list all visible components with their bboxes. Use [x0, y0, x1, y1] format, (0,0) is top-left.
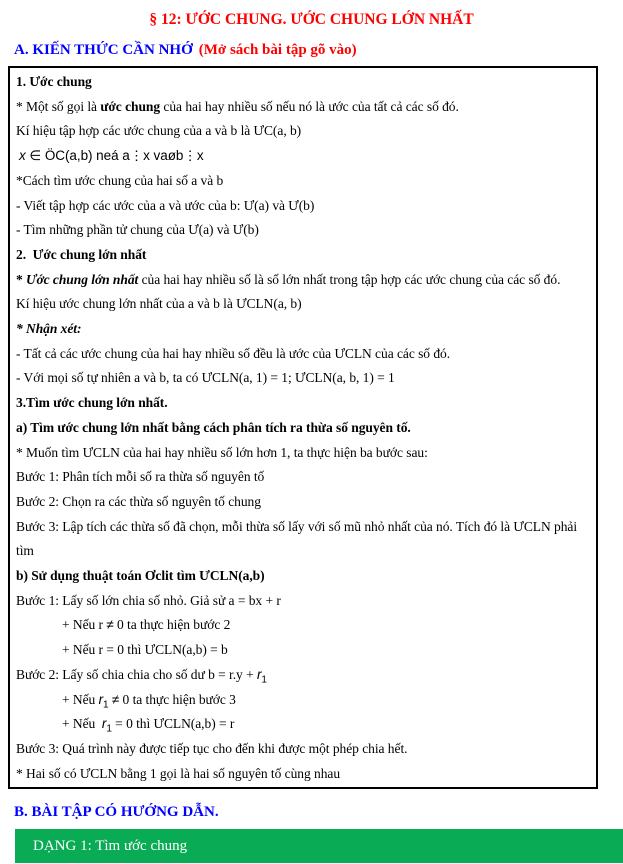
box-line: * Hai số có ƯCLN bằng 1 gọi là hai số nguyên tố cùng nhau: [16, 765, 341, 781]
box-line: *Cách tìm ước chung của hai số a và b: [16, 172, 224, 188]
box-line: Bước 3: Lập tích các thừa số đã chọn, mỗi thừa số lấy với số mũ nhỏ nhất của nó. Tích đó là ƯCLN phải tìm: [16, 518, 581, 559]
box-line: * Muốn tìm ƯCLN của hai hay nhiều số lớn hơn 1, ta thực hiện ba bước sau:: [16, 444, 428, 460]
box-line: Kí hiệu tập hợp các ước chung của a và b là ƯC(a, b): [16, 123, 302, 139]
box-line: 1. Ước chung: [16, 74, 92, 89]
box-line: + Nếu $r_1 = 0$ thì ƯCLN(a,b) = r: [62, 716, 235, 735]
knowledge-box: [8, 66, 598, 789]
box-line: Bước 2: Chọn ra các thừa số nguyên tố chung: [16, 493, 261, 509]
section-a-heading: [14, 40, 623, 60]
box-line: Bước 1: Lấy số lớn chia số nhỏ. Giả sử a = bx + r: [16, 592, 281, 608]
box-line: a) Tìm ước chung lớn nhất bằng cách phân tích ra thừa số nguyên tố.: [16, 419, 411, 435]
box-line: b) Sử dụng thuật toán Ơclit tìm ƯCLN(a,b): [16, 568, 265, 584]
section-a-label: A. KIẾN THỨC CẦN NHỚ: [14, 42, 193, 58]
box-line: * Nhận xét:: [16, 321, 82, 337]
dang1-banner: [15, 829, 623, 863]
box-line: + Nếu $r_1 \ne 0$ ta thực hiện bước 3: [62, 691, 236, 711]
box-line: - Tìm những phần tử chung của Ư(a) và Ư(b): [16, 222, 259, 238]
page-title: § 12: ƯỚC CHUNG. ƯỚC CHUNG LỚN NHẤT: [149, 11, 474, 28]
box-line: - Tất cả các ước chung của hai hay nhiều số đều là ước của ƯCLN của các số đó.: [16, 345, 451, 361]
box-line: * Một số gọi là ước chung của hai hay nhiều số nếu nó là ước của tất cả các số đó.: [16, 98, 459, 114]
box-line: - Với mọi số tự nhiên a và b, ta có ƯCLN(a, 1) = 1; ƯCLN(a, b, 1) = 1: [16, 370, 395, 386]
box-line: Bước 2: Lấy số chia chia cho số dư $b = r.y + r_1$: [16, 666, 267, 686]
box-line: x ∈ ÖC(a,b) neá a⋮x vaøb⋮x: [19, 148, 204, 164]
box-line: * Ước chung lớn nhất của hai hay nhiều số là số lớn nhất trong tập hợp các ước chung của các số đó.: [16, 271, 561, 287]
box-line: 3.Tìm ước chung lớn nhất.: [16, 395, 168, 411]
dang1-banner-label: DẠNG 1: Tìm ước chung: [33, 837, 188, 854]
box-line: Kí hiệu ước chung lớn nhất của a và b là ƯCLN(a, b): [16, 296, 302, 312]
section-a-note: (Mở sách bài tập gõ vào): [198, 42, 357, 58]
box-line: - Viết tập hợp các ước của a và ước của b: Ư(a) và Ư(b): [16, 197, 315, 213]
section-b-heading: B. BÀI TẬP CÓ HƯỚNG DẪN.: [14, 804, 219, 820]
box-line: Bước 3: Quá trình này được tiếp tục cho đến khi được một phép chia hết.: [16, 740, 408, 756]
box-line: 2. Ước chung lớn nhất: [16, 246, 147, 262]
box-line: + Nếu r ≠ 0 ta thực hiện bước 2: [62, 617, 231, 633]
box-line: + Nếu r = 0 thì ƯCLN(a,b) = b: [62, 642, 228, 658]
box-line: Bước 1: Phân tích mỗi số ra thừa số nguyên tố: [16, 469, 265, 485]
